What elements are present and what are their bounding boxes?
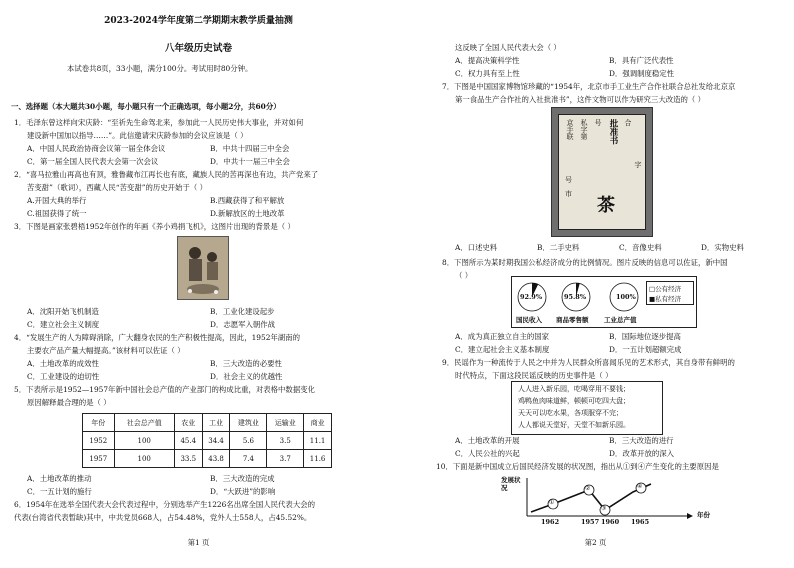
q7-option-b: B．二手史料 bbox=[537, 243, 580, 252]
gdp-structure-table bbox=[82, 413, 332, 468]
table-header: 社会总产值 bbox=[114, 414, 174, 432]
table-row bbox=[83, 450, 332, 468]
marker-4: ④ bbox=[637, 483, 643, 490]
q8-option-d: D．一五计划超额完成 bbox=[609, 345, 682, 354]
cert-text: 京手联 bbox=[566, 119, 574, 140]
q8-option-a: A．成为真正独立自主的国家 bbox=[455, 332, 550, 341]
q5-option-a: A．土地改革的推动 bbox=[27, 474, 92, 483]
q2-option-a: A.开国大典的举行 bbox=[27, 196, 87, 205]
q7-option-a: A．口述史料 bbox=[455, 243, 498, 252]
cert-text: 字 bbox=[634, 161, 642, 168]
q9-option-c: C．人民公社的兴起 bbox=[455, 449, 520, 458]
q7-line1: 7．下图是中国国家博物馆珍藏的“1954年，北京市手工业生产合作社联合总社发给北京京 bbox=[442, 82, 736, 91]
table-header-row bbox=[83, 414, 332, 432]
page-footer-right: 第2 页 bbox=[584, 538, 607, 547]
q5-line2: 原因解释最合理的是（ ） bbox=[27, 398, 111, 407]
q9-option-d: D．改革开放的深入 bbox=[609, 449, 675, 458]
q3-option-a: A．沈阳开始飞机制造 bbox=[27, 307, 99, 316]
table-cell: 3.7 bbox=[267, 450, 304, 468]
x-tick: 1957 bbox=[581, 518, 600, 526]
marker-3: ③ bbox=[601, 505, 607, 512]
q3-option-c: C．建立社会主义制度 bbox=[27, 320, 100, 329]
cert-seal-text: 茶 bbox=[597, 195, 615, 216]
q2-option-b: B.西藏获得了和平解放 bbox=[210, 196, 285, 205]
q6-option-d: D．强调制度稳定性 bbox=[609, 69, 675, 78]
q6-option-a: A．提高决策科学性 bbox=[455, 56, 520, 65]
q9-line2: 时代特点，下面这段民谣反映的历史事件是（ ） bbox=[455, 371, 613, 380]
cert-text: 私字第 bbox=[580, 119, 588, 140]
table-cell: 34.4 bbox=[202, 432, 230, 450]
approval-certificate-image bbox=[551, 107, 653, 237]
page-footer-left: 第1 页 bbox=[187, 538, 210, 547]
q1-option-c: C．第一届全国人民代表大会第一次会议 bbox=[27, 157, 159, 166]
q8-option-b: B．国际地位逐步提高 bbox=[609, 332, 681, 341]
table-cell: 100 bbox=[114, 450, 174, 468]
x-tick: 1965 bbox=[631, 518, 650, 526]
q6-line2: 代表(台湾省代表暂缺)其中，中共党员668人，占54.48%，党外人士558人，占45.52%。 bbox=[14, 513, 312, 522]
q3-option-b: B．工业化建设起步 bbox=[210, 307, 275, 316]
q8-line2: （ ） bbox=[455, 271, 473, 280]
q6-line1: 6．1954年在选举全国代表大会代表过程中，分别选举产生1226名出席全国人民代表大会的 bbox=[14, 500, 315, 509]
q4-option-a: A．土地改革的成效性 bbox=[27, 359, 99, 368]
table-cell: 5.6 bbox=[230, 432, 267, 450]
table-row bbox=[83, 432, 332, 450]
poem-line: 天天可以吃水果，各项服穿不完； bbox=[518, 409, 623, 417]
q10-line1: 10．下面是新中国成立后国民经济发展的状况图，指出从①到④产生变化的主要原因是 bbox=[436, 462, 719, 471]
caption-national-income: 国民收入 bbox=[516, 316, 542, 324]
q9-option-a: A．土地改革的开展 bbox=[455, 436, 520, 445]
table-cell: 33.5 bbox=[174, 450, 202, 468]
table-cell: 11.6 bbox=[304, 450, 332, 468]
legend-public: □公有经济 bbox=[649, 285, 682, 293]
table-header: 年份 bbox=[83, 414, 115, 432]
table-header: 商业 bbox=[304, 414, 332, 432]
economy-composition-figure bbox=[511, 276, 697, 328]
exam-title: 2023-2024学年度第二学期期末教学质量抽测 bbox=[104, 16, 293, 26]
q4-line2: 主要农产品产量大幅提高。”该材料可以佐证（ ） bbox=[27, 346, 185, 355]
q1-option-d: D．中共十一届三中全会 bbox=[210, 157, 290, 166]
legend-private: ■私有经济 bbox=[649, 295, 682, 303]
q1-option-a: A．中国人民政治协商会议第一届全体会议 bbox=[27, 144, 166, 153]
table-header: 运输业 bbox=[267, 414, 304, 432]
q5-option-d: D．“大跃进”的影响 bbox=[210, 487, 276, 496]
x-tick: 1962 bbox=[541, 518, 560, 526]
table-header: 农业 bbox=[174, 414, 202, 432]
q4-option-b: B．三大改造的必要性 bbox=[210, 359, 282, 368]
q2-line1: 2．“喜马拉雅山再高也有顶，雅鲁藏布江再长也有底，藏族人民的苦再深也有边，共产党来了 bbox=[14, 170, 319, 179]
pie2-value: 95.8% bbox=[564, 293, 587, 301]
cert-text: 号 bbox=[594, 119, 602, 126]
q3-line1: 3．下图是画家张碧梧1952年创作的年画《养小鸡捐飞机》，这图片出现的背景是（ ） bbox=[14, 222, 295, 231]
poem-line: 人人进入新乐园，吃喝穿用不要钱； bbox=[518, 385, 630, 393]
table-cell: 11.1 bbox=[304, 432, 332, 450]
table-cell: 1957 bbox=[83, 450, 115, 468]
x-axis-arrow-icon bbox=[687, 513, 693, 519]
cert-heading: 批准书 bbox=[608, 119, 618, 145]
q8-line1: 8．下图所示为某时期我国公私经济成分的比例情况。图片反映的信息可以佐证，新中国 bbox=[442, 258, 728, 267]
certificate-paper bbox=[558, 114, 646, 230]
legend bbox=[646, 281, 694, 305]
poem-line: 鸡鸭鱼肉味道鲜，顿顿可吃四大盘； bbox=[518, 397, 630, 405]
marker-1: ① bbox=[549, 499, 555, 506]
q5-option-b: B．三大改造的完成 bbox=[210, 474, 275, 483]
cert-text: 市 bbox=[565, 190, 572, 198]
q1-line1: 1．毛泽东曾这样向宋庆龄：“至祈先生命驾北来，参加此一人民历史伟大事业，并对如何 bbox=[14, 118, 304, 127]
q8-option-c: C．建立起社会主义基本制度 bbox=[455, 345, 550, 354]
q7-option-c: C．音像史料 bbox=[619, 243, 662, 252]
new-year-painting-image bbox=[177, 236, 229, 300]
table-cell: 45.4 bbox=[174, 432, 202, 450]
q7-line2: 第一食品生产合作社的入社批准书”，这件文物可以作为研究三大改造的（ ） bbox=[455, 95, 706, 104]
caption-industry: 工业总产值 bbox=[604, 316, 637, 324]
q9-option-b: B．三大改造的进行 bbox=[609, 436, 674, 445]
q6-cont-line: 这反映了全国人民代表大会（ ） bbox=[455, 43, 561, 52]
q4-option-c: C．工业建设的迫切性 bbox=[27, 372, 100, 381]
q1-line2: 建设新中国加以指导……”。此信邀请宋庆龄参加的会议应该是（ ） bbox=[27, 131, 248, 140]
q3-option-d: D．志愿军入朝作战 bbox=[210, 320, 276, 329]
pie3-value: 100% bbox=[616, 293, 636, 301]
q9-line1: 9．民谣作为一种流传于人民之中并为人民群众所喜闻乐见的艺术形式，其自身带有鲜明的 bbox=[442, 358, 735, 367]
y-axis-label: 发展状况 bbox=[501, 476, 521, 492]
q2-option-c: C.祖国获得了统一 bbox=[27, 209, 87, 218]
caption-retail: 商品零售额 bbox=[556, 316, 589, 324]
q2-option-d: D.新解放区的土地改革 bbox=[210, 209, 285, 218]
marker-2: ② bbox=[585, 485, 591, 492]
q4-option-d: D．社会主义的优越性 bbox=[210, 372, 283, 381]
table-cell: 3.5 bbox=[267, 432, 304, 450]
economic-trend-chart bbox=[501, 476, 721, 528]
q6-option-b: B．具有广泛代表性 bbox=[609, 56, 674, 65]
x-axis-label: 年份 bbox=[697, 511, 710, 519]
painting-figures-icon bbox=[178, 237, 228, 299]
subject-title: 八年级历史试卷 bbox=[164, 43, 233, 54]
table-cell: 1952 bbox=[83, 432, 115, 450]
right-page bbox=[397, 0, 794, 568]
poem-line: 人人都说天堂好，天堂不如新乐园。 bbox=[518, 421, 630, 429]
q6-option-c: C．权力具有至上性 bbox=[455, 69, 520, 78]
q7-option-d: D．实物史料 bbox=[701, 243, 744, 252]
x-tick: 1960 bbox=[601, 518, 620, 526]
section-heading: 一、选择题（本大题共30小题，每小题只有一个正确选项，每小题2分，共60分） bbox=[11, 102, 281, 111]
table-cell: 7.4 bbox=[230, 450, 267, 468]
table-header: 建筑业 bbox=[230, 414, 267, 432]
cert-text: 合 bbox=[624, 119, 632, 126]
folk-rhyme-box bbox=[511, 381, 663, 435]
q2-line2: 苦变甜”（歌词），西藏人民“苦变甜”的历史开始于（ ） bbox=[27, 183, 207, 192]
table-header: 工业 bbox=[202, 414, 230, 432]
table-cell: 100 bbox=[114, 432, 174, 450]
table-cell: 43.8 bbox=[202, 450, 230, 468]
q5-line1: 5．下表所示是1952—1957年新中国社会总产值的产业部门的构成比重，对表格中数据变化 bbox=[14, 385, 315, 394]
pie1-value: 92.9% bbox=[520, 293, 543, 301]
q5-option-c: C．一五计划的施行 bbox=[27, 487, 92, 496]
notice: 本试卷共8页，33小题，满分100分。考试用时80分钟。 bbox=[67, 64, 253, 73]
q1-option-b: B．中共十四届三中全会 bbox=[210, 144, 290, 153]
q4-line1: 4．“发展生产的人为障碍消除，广大翻身农民的生产积极性提高，因此，1952年湖南的 bbox=[14, 333, 300, 342]
cert-text: 号 bbox=[565, 176, 572, 184]
